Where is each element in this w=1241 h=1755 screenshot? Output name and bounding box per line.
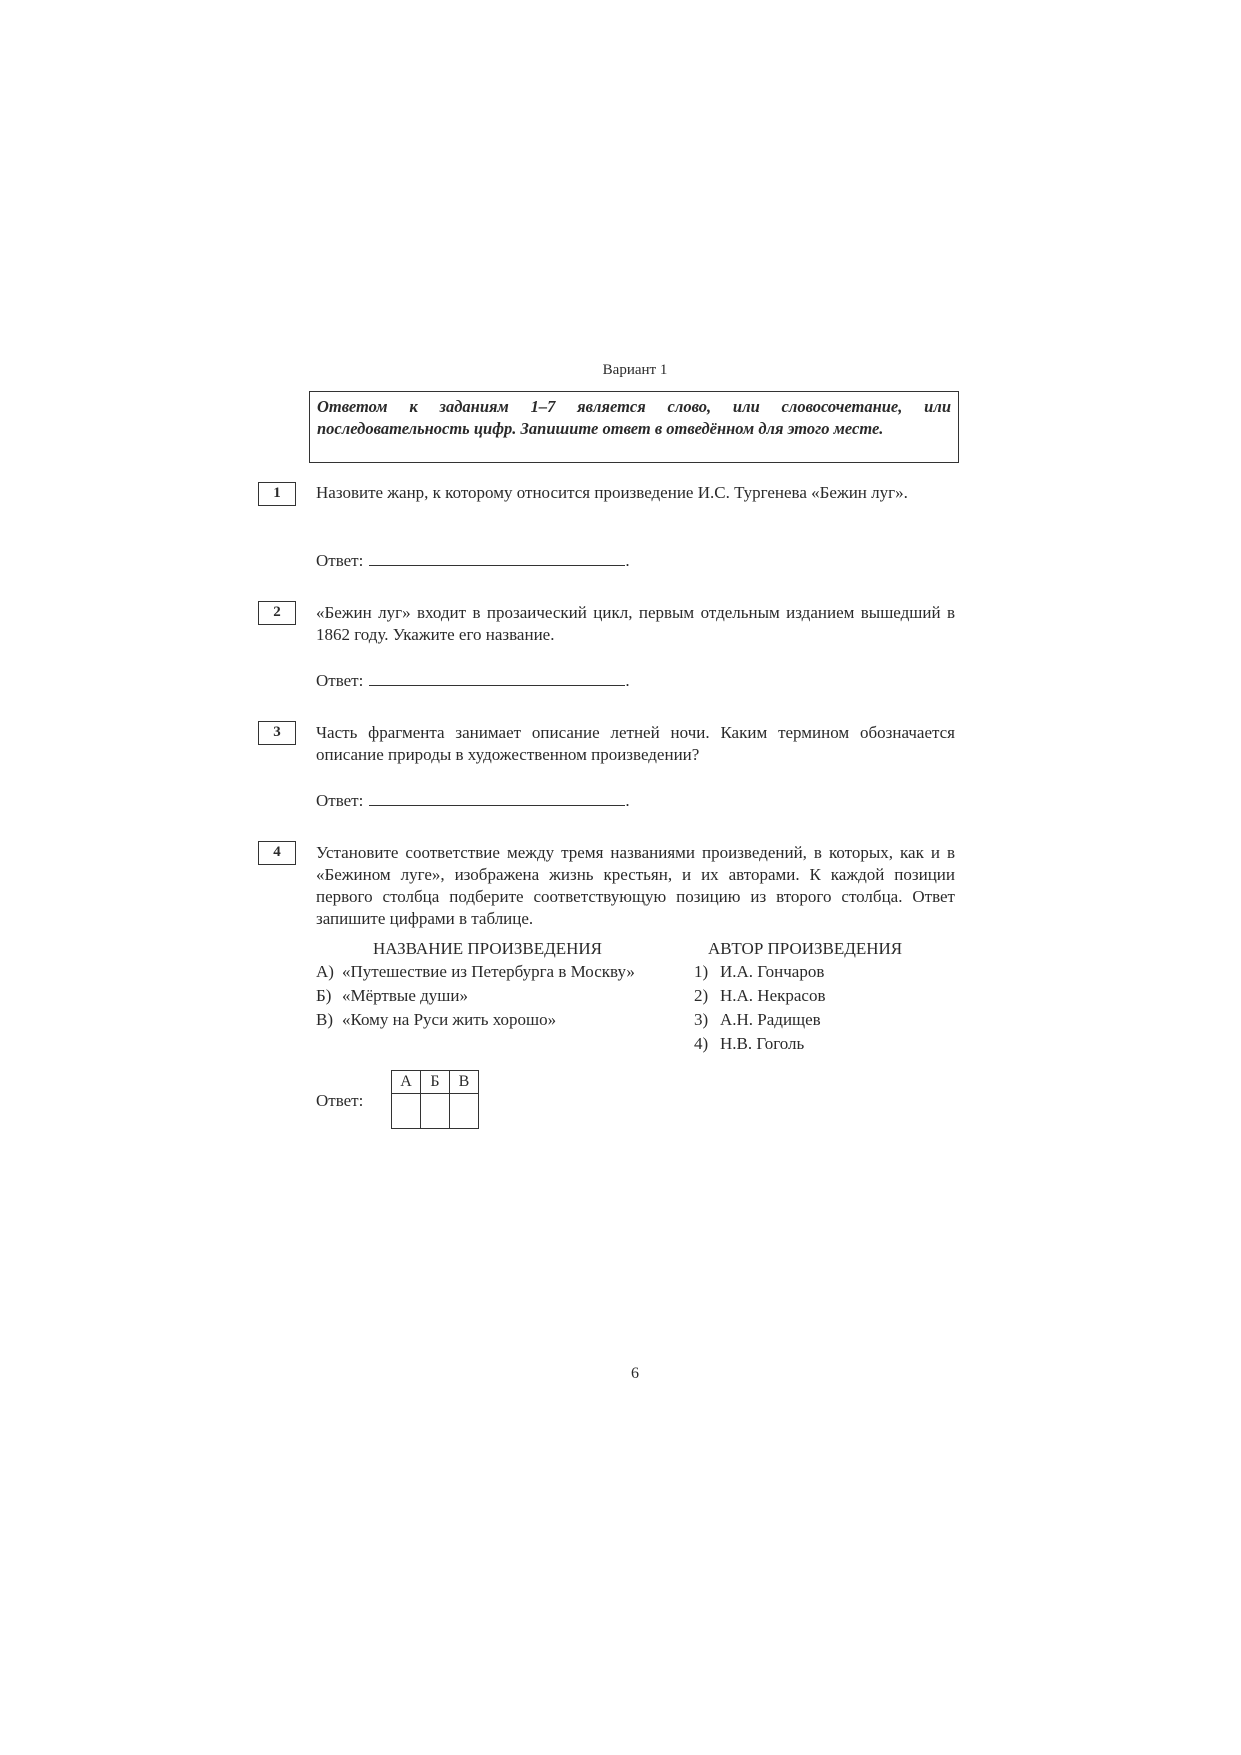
question-text-3: Часть фрагмента занимает описание летней ночи. Каким термином обозначается описание природы в художественном произведении? [316, 723, 955, 764]
instruction-box: Ответом к заданиям 1–7 является слово, или словосочетание, или последовательность цифр. Запишите ответ в отведённом для этого месте. [309, 391, 959, 463]
right-column-list [694, 960, 826, 1056]
page-number: 6 [631, 1365, 639, 1382]
answer-table-header: В [450, 1071, 479, 1094]
answer-table[interactable] [391, 1070, 479, 1129]
list-item: Б) «Мёртвые души» [316, 986, 468, 1005]
answer-table-cell[interactable] [450, 1094, 479, 1129]
answer-line-2[interactable] [316, 669, 630, 692]
left-column-list [316, 960, 635, 1032]
answer-label: Ответ: [316, 551, 364, 570]
question-number-4: 4 [258, 841, 296, 865]
answer-table-header: А [392, 1071, 421, 1094]
answer-table-header: Б [421, 1071, 450, 1094]
answer-blank[interactable] [369, 669, 625, 686]
question-number-3: 3 [258, 721, 296, 745]
right-column-header: АВТОР ПРОИЗВЕДЕНИЯ [708, 939, 903, 958]
list-item: В) «Кому на Руси жить хорошо» [316, 1010, 557, 1029]
answer-label: Ответ: [316, 791, 364, 810]
answer-blank[interactable] [369, 789, 625, 806]
answer-line-1[interactable] [316, 549, 630, 572]
answer-label-q4: Ответ: [316, 1091, 364, 1110]
question-number-1: 1 [258, 482, 296, 506]
list-item: 1) И.А. Гончаров [694, 962, 825, 981]
question-text-2: «Бежин луг» входит в прозаический цикл, первым отдельным изданием вышедший в 1862 году. Укажите его название. [316, 603, 955, 644]
variant-label: Вариант 1 [602, 362, 668, 378]
list-item: 3) А.Н. Радищев [694, 1010, 821, 1029]
answer-blank[interactable] [369, 549, 625, 566]
question-text-4: Установите соответствие между тремя названиями произведений, в которых, как и в «Бежином луге», изображена жизнь крестьян, и их авторами. К каждой позиции первого столбца подберите соответствующую позицию из второго столбца. Ответ запишите цифрами в таблице. [316, 843, 955, 928]
answer-suffix: . [625, 671, 630, 690]
answer-label: Ответ: [316, 671, 364, 690]
answer-line-3[interactable] [316, 789, 630, 812]
question-number-2: 2 [258, 601, 296, 625]
left-column-header: НАЗВАНИЕ ПРОИЗВЕДЕНИЯ [373, 939, 602, 958]
list-item: 4) Н.В. Гоголь [694, 1034, 805, 1053]
list-item: А) «Путешествие из Петербурга в Москву» [316, 962, 635, 981]
answer-table-cell[interactable] [392, 1094, 421, 1129]
answer-table-cell[interactable] [421, 1094, 450, 1129]
question-text-1: Назовите жанр, к которому относится произведение И.С. Тургенева «Бежин луг». [316, 483, 908, 502]
list-item: 2) Н.А. Некрасов [694, 986, 826, 1005]
answer-suffix: . [625, 551, 630, 570]
answer-suffix: . [625, 791, 630, 810]
